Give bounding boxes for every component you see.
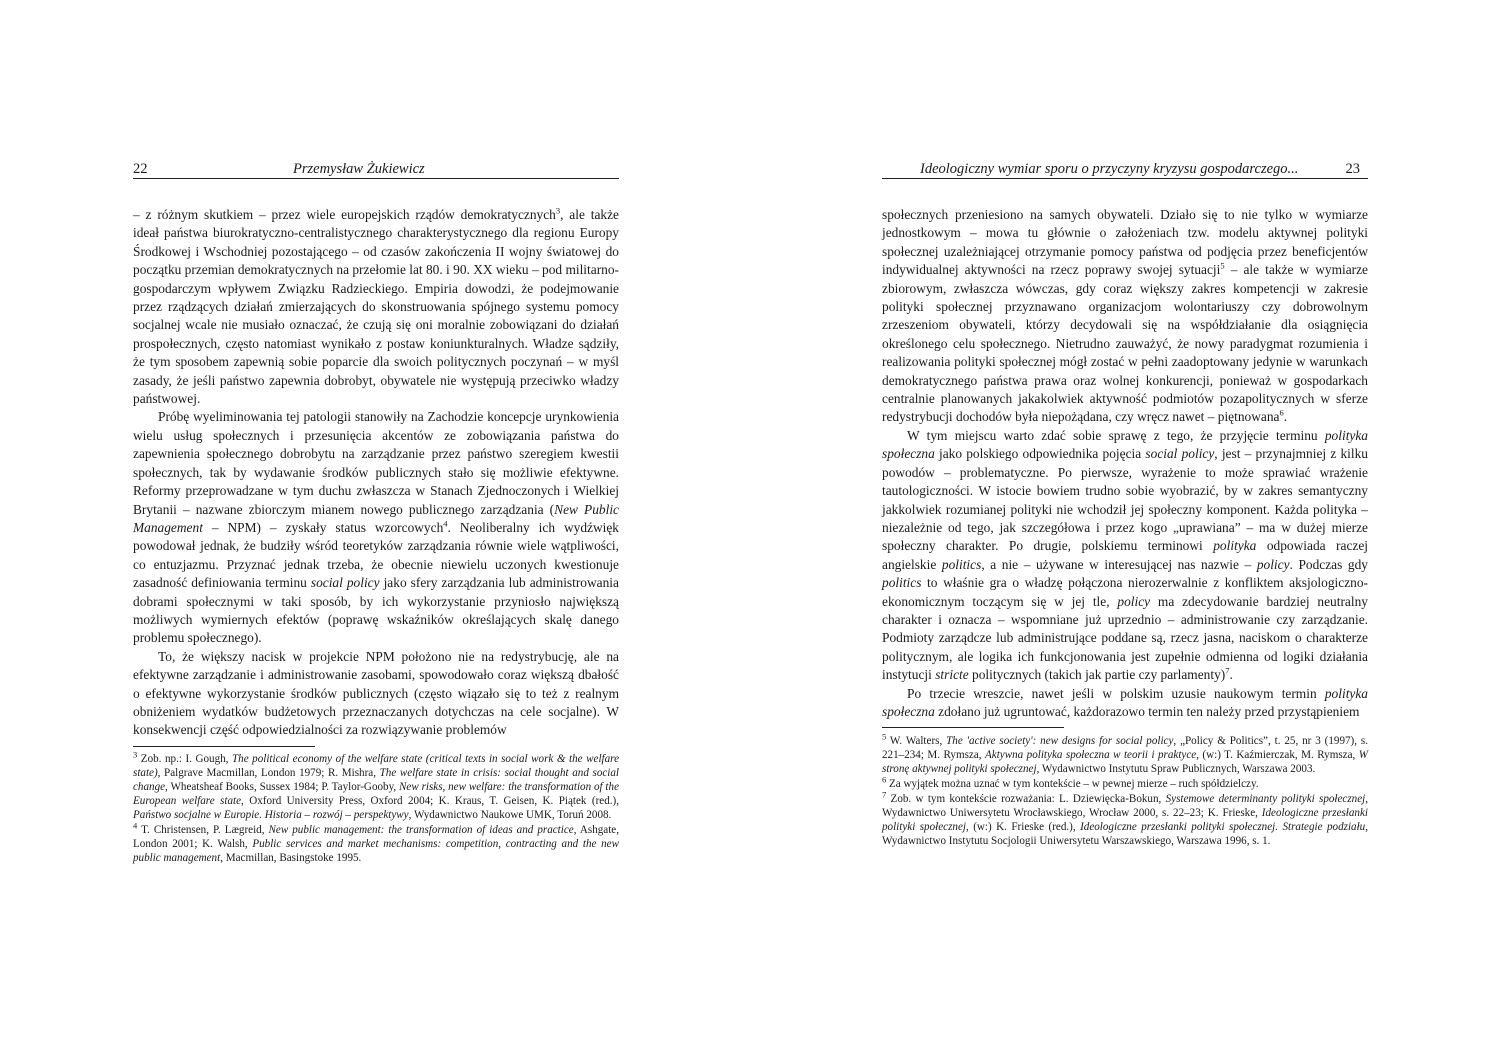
text-run: jako sfery zarządzania lub administrowania dobrami społecznymi w taki sposób, by ich wykorzystanie przyniosło największą możliwych wymiernych efektów (poprawę wskaźników określających skalę danego problemu społecznego).: [133, 575, 619, 646]
italic-text: Państwo socjalne w Europie. Historia – rozwój – perspektywy: [133, 809, 409, 821]
footnote-reference: 5: [882, 731, 887, 742]
italic-text: The welfare state in crisis: social thought and social change: [133, 767, 619, 793]
footnote-separator: [133, 746, 315, 747]
running-title: Przemysław Żukiewicz: [293, 161, 425, 177]
italic-text: stricte: [935, 667, 969, 683]
italic-text: The political economy of the welfare state (critical texts in social work & the welfare state): [133, 753, 619, 779]
text-run: , „Policy & Politics”, t. 25, nr 3 (1997), s. 221–234; M. Rymsza,: [882, 735, 1369, 761]
text-run: Zob. np.: I. Gough,: [137, 753, 232, 765]
running-header: [882, 160, 1368, 179]
page-number: 23: [1345, 161, 1360, 177]
footnote-reference: 3: [555, 205, 561, 216]
text-run: . Neoliberalny ich wydźwięk powodował jednak, że budziły wśród teoretyków zarządzania równie wiele wątpliwości, co entuzjazmu. Przyznać jednak trzeba, że obecnie niewielu uczonych kwestionuje zasadność definiowania terminu: [133, 519, 620, 591]
text-run: społecznych przeniesiono na samych obywateli. Działo się to nie tylko w wymiarze jednostkowym – mowa tu głównie o założeniach tzw. modelu aktywnej polityki społecznej uzależniającej otrzymanie pomocy państwa od podjęcia przez beneficjentów indywidualnej aktywności na rzecz poprawy swojej sytuacji: [882, 207, 1368, 278]
footnote-reference: 4: [133, 820, 138, 831]
text-run: – z różnym skutkiem – przez wiele europejskich rządów demokratycznych: [133, 207, 556, 222]
running-title: Ideologiczny wymiar sporu o przyczyny kryzysu gospodarczego...: [920, 161, 1299, 177]
italic-text: politics: [882, 575, 922, 591]
text-run: – ale także w wymiarze zbiorowym, zwłaszcza wówczas, gdy coraz większy zakres kompetencji w zakresie polityki społecznej przyznawano organizacjom wolontariuszy czy dobrowolnym zrzeszeniom obywateli, którzy decydowali się na współdziałanie dla osiągnięcia określonego celu społecznego. Nietrudno zauważyć, że nowy paradygmat rozumienia i realizowania polityki społecznej mógł zostać w pełni zaadoptowany jedynie w warunkach demokratycznego państwa prawa oraz wolnej konkurencji, ponieważ w gospodarkach centralnie planowanych jakakolwiek aktywność podmiotów pozapolitycznych w sferze redystrybucji dochodów była niepożądana, czy wręcz nawet – piętnowana: [882, 262, 1368, 425]
footnote-reference: 4: [443, 518, 448, 529]
text-run: .: [1229, 667, 1233, 683]
italic-text: social policy: [1145, 446, 1215, 462]
text-run: ma zdecydowanie bardziej neutralny charakter i oznacza – wspomniane już uprzednio – administrowanie czy zarządzanie. Podmioty zarządcze lub administrujące poddane są, rzecz jasna, naciskom o charakterze politycznym, ale logika ich funkcjonowania jest zupełnie odmienna od logiki działania instytucji: [882, 593, 1368, 683]
italic-text: polityka społeczna: [882, 427, 1368, 462]
text-run: to właśnie gra o władzę połączona nierozerwalnie z konfliktem aksjologiczno-ekonomicznym toczącym się w jej tle,: [882, 575, 1368, 609]
text-run: , Wydawnictwo Uniwersytetu Wrocławskiego, Wrocław 2000, s. 22–23; K. Frieske,: [882, 793, 1369, 819]
footnote-reference: 6: [1279, 408, 1284, 418]
text-run: zdołano już ugruntować, każdorazowo termin ten należy przed przystąpieniem: [934, 703, 1360, 719]
text-run: , Palgrave Macmillan, London 1979; R. Mishra,: [157, 767, 380, 779]
footnote: [133, 749, 619, 822]
italic-text: Aktywna polityka społeczna w teorii i praktyce: [985, 749, 1197, 761]
text-run: , ale także ideał państwa biurokratyczno-centralistycznego charakterystycznego dla regionu Europy Środkowej i Wschodniej pozostającego – od czasów zakończenia II wojny światowej do początku przemian demokratycznych na przełomie lat 80. i 90. XX wieku – pod militarno-gospodarczym wpływem Związku Radzieckiego. Empiria dowodzi, że podejmowanie przez rządzących działań zmierzających do skonstruowania spójnego systemu pomocy socjalnej wcale nie musiało oznaczać, że czują się oni moralnie zobowiązani do działań prospołecznych, często natomiast wynikało z postaw koniunkturalnych. Władze sądziły, że tym sposobem zapewnią sobie poparcie dla swoich politycznych poczynań – w myśl zasady, że jeśli państwo zapewnia dobrobyt, obywatele nie występują przeciwko władzy państwowej.: [133, 207, 620, 407]
italic-text: New Public Management: [133, 501, 619, 535]
footnotes: [133, 749, 619, 866]
footnote-reference: 5: [1220, 260, 1225, 271]
text-run: To, że większy nacisk w projekcie NPM położono nie na redystrybucję, ale na efektywne zarządzanie i administrowanie zasobami, spowodowało coraz większą dbałość o efektywne wykorzystanie środków publicznych (często wiązało się to też z realnym obniżeniem wydatków budżetowych przeznaczanych dotychczas na cele socjalne). W konsekwencji część odpowiedzialności za rozwiązywanie problemów: [133, 648, 619, 738]
paragraph: [133, 648, 619, 740]
text-run: , Wydawnictwo Naukowe UMK, Toruń 2008.: [408, 809, 612, 821]
paragraph: [882, 206, 1368, 427]
paragraph: [882, 427, 1368, 685]
footnote: [133, 820, 619, 865]
text-run: jako polskiego odpowiednika pojęcia: [934, 446, 1146, 462]
text-run: . Podczas gdy: [1289, 556, 1368, 572]
footnote-reference: 6: [882, 774, 887, 785]
italic-text: New public management: the transformation of ideas and practice: [268, 824, 574, 836]
italic-text: policy: [1256, 556, 1290, 572]
footnote-reference: 3: [133, 749, 138, 760]
italic-text: Public services and market mechanisms: competition, contracting and the new public management: [133, 838, 619, 864]
footnote-reference: 7: [1225, 665, 1230, 676]
text-run: – NPM) – zyskały status wzorcowych: [202, 519, 444, 535]
page-number: 22: [133, 161, 148, 177]
italic-text: W stronę aktywnej polityki społecznej: [882, 749, 1368, 775]
italic-text: social policy: [310, 575, 380, 591]
text-run: , Wydawnictwo Instytutu Spraw Publicznych, Warszawa 2003.: [1036, 763, 1316, 775]
text-run: W. Walters,: [886, 735, 947, 747]
italic-text: New risks, new welfare: the transformation of the European welfare state: [133, 781, 619, 807]
paragraph: [133, 408, 619, 647]
footnote: [882, 731, 1369, 776]
text-run: , Oxford University Press, Oxford 2004; K. Kraus, T. Geisen, K. Piątek (red.),: [241, 795, 619, 807]
italic-text: polityka: [1213, 538, 1257, 554]
italic-text: polityka społeczna: [882, 685, 1368, 719]
paragraph: [133, 206, 619, 408]
text-run: Po trzecie wreszcie, nawet jeśli w polskim uzusie naukowym termin: [907, 685, 1325, 701]
text-run: Za wyjątek można uznać w tym kontekście – w pewnej mierze – ruch spółdzielczy.: [886, 778, 1259, 790]
italic-text: policy: [1117, 593, 1151, 609]
footnote-reference: 7: [882, 789, 887, 800]
text-run: Zob. w tym kontekście rozważania: L. Dziewięcka-Bokun,: [886, 793, 1166, 805]
text-run: T. Christensen, P. Lægreid,: [137, 824, 269, 836]
italic-text: The 'active society': new designs for social policy: [946, 735, 1174, 747]
text-run: , Ashgate, London 2001; K. Walsh,: [133, 824, 619, 850]
text-run: , Wheatsheaf Books, Sussex 1984; P. Taylor-Gooby,: [165, 781, 400, 793]
italic-text: Ideologiczne przesłanki polityki społecznej. Strategie podziału: [1080, 821, 1366, 833]
text-run: , Wydawnictwo Instytutu Socjologii Uniwersytetu Warszawskiego, Warszawa 1996, s. 1.: [882, 821, 1368, 847]
footnote-separator: [882, 727, 1064, 728]
italic-text: Ideologiczne przesłanki polityki społecznej: [882, 807, 1368, 833]
footnote: [882, 774, 1368, 791]
text-run: , (w:) T. Kaźmierczak, M. Rymsza,: [1196, 749, 1359, 761]
running-header: [133, 160, 619, 179]
text-run: odpowiada raczej angielskie: [882, 538, 1368, 572]
footnotes: [882, 731, 1369, 849]
footnote: [882, 789, 1369, 848]
text-run: , (w:) K. Frieske (red.),: [965, 821, 1081, 833]
text-run: , jest – przynajmniej z kilku powodów – problematyczne. Po pierwsze, wyrażenie to może sprawiać wrażenie tautologiczności. W istocie bowiem trudno sobie wyobrazić, by w zakres semantyczny jakkolwiek rozumianej polityki nie wchodził jej społeczny komponent. Każda polityka – niezależnie od tego, jak szczegółowa i przez kogo „uprawiana” – ma w dużej mierze społeczny charakter. Po drugie, polskiemu terminowi: [882, 446, 1368, 554]
text-run: Próbę wyeliminowania tej patologii stanowiły na Zachodzie koncepcje urynkowienia wielu usług społecznych i przesunięcia akcentów ze zobowiązania państwa do zapewnienia społecznego dobrobytu na zarządzanie przez państwo szeregiem kwestii społecznych, tak by wydawanie środków publicznych stało się możliwie efektywne. Reformy przeprowadzane w tym duchu zwłaszcza w Stanach Zjednoczonych i Wielkiej Brytanii – nazwane zbiorczym mianem nowego publicznego zarządzania (: [133, 409, 619, 517]
text-run: , Macmillan, Basingstoke 1995.: [220, 852, 362, 864]
text-run: .: [1283, 409, 1288, 425]
text-run: W tym miejscu warto zdać sobie sprawę z tego, że przyjęcie terminu: [907, 427, 1325, 443]
paragraph: [882, 685, 1368, 722]
text-run: , a nie – używane w interesującej nas nazwie –: [981, 556, 1257, 572]
italic-text: Systemowe determinanty polityki społecznej: [1165, 793, 1366, 805]
text-run: politycznych (takich jak partie czy parlamenty): [968, 667, 1226, 683]
body-text: [882, 206, 1368, 721]
body-text: [133, 206, 619, 740]
italic-text: politics: [941, 556, 982, 572]
